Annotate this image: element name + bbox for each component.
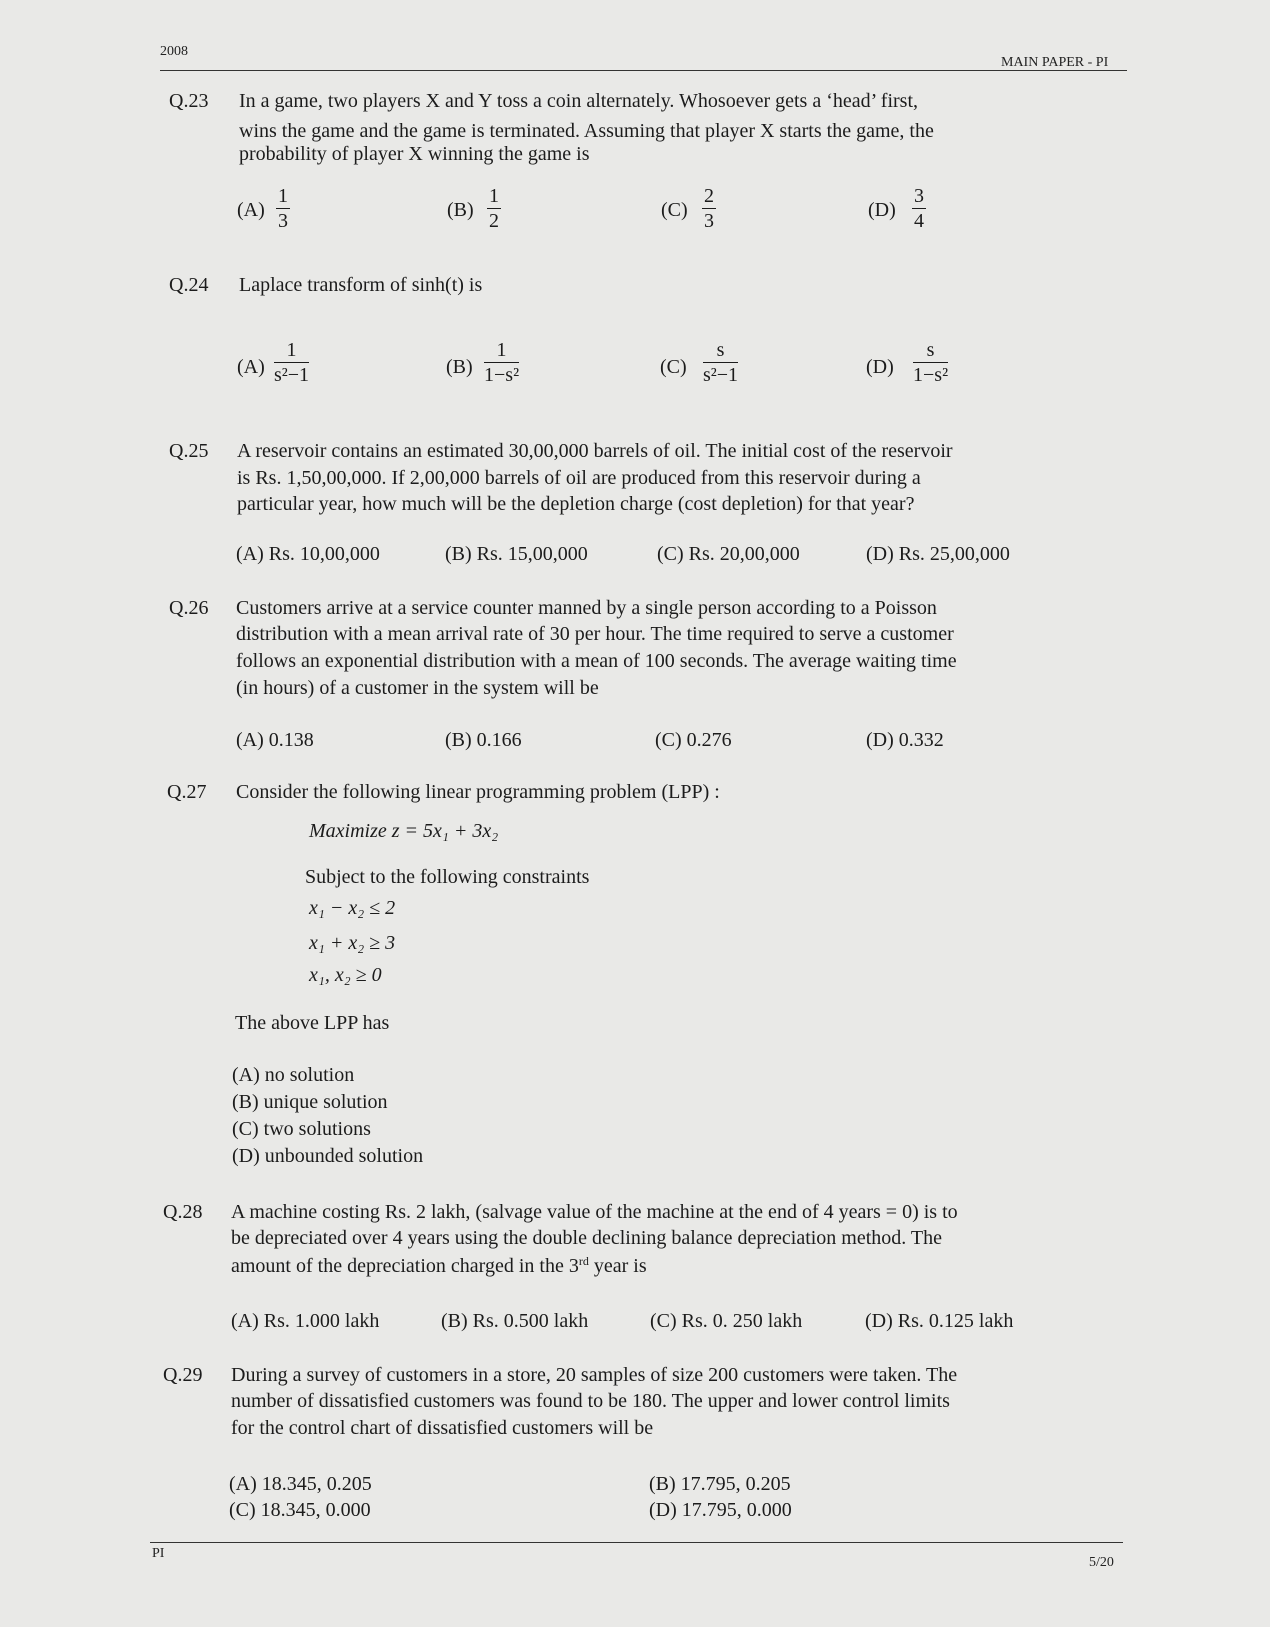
option-label: (A) (237, 356, 265, 378)
option-label: (C) (660, 356, 687, 378)
question-text: be depreciated over 4 years using the double declining balance depreciation method. The (231, 1227, 943, 1249)
header-rule (160, 70, 1127, 71)
option-b: (B) 17.795, 0.205 (649, 1473, 791, 1495)
option-c: (C) Rs. 0. 250 lakh (650, 1310, 803, 1332)
footer-rule (150, 1542, 1123, 1543)
lpp-constraint: x₁ − x₂ ≤ 2 (309, 897, 396, 919)
option-b: (B) unique solution (232, 1091, 388, 1113)
header-paper: MAIN PAPER - PI (1001, 55, 1109, 70)
option-c: (C) two solutions (232, 1118, 371, 1140)
question-text: is Rs. 1,50,00,000. If 2,00,000 barrels of oil are produced from this reservoir during a (237, 467, 921, 489)
option-a: (A) Rs. 1.000 lakh (231, 1310, 380, 1332)
lpp-objective: Maximize z = 5x₁ + 3x₂ (309, 820, 499, 842)
question-text: During a survey of customers in a store, 20 samples of size 200 customers were taken. The (231, 1364, 958, 1386)
question-text: A reservoir contains an estimated 30,00,000 barrels of oil. The initial cost of the reservoir (237, 440, 953, 462)
option-label: (B) (447, 199, 474, 221)
lpp-constraint: x₁, x₂ ≥ 0 (309, 964, 382, 986)
option-label: (D) (868, 199, 896, 221)
question-number: Q.29 (163, 1364, 203, 1386)
option-a: (A) 18.345, 0.205 (229, 1473, 372, 1495)
question-text: particular year, how much will be the depletion charge (cost depletion) for that year? (237, 493, 915, 515)
question-text: amount of the depreciation charged in the 3rd year is (231, 1254, 647, 1277)
option-d-fraction: $\frac{3}{4}$ (914, 185, 924, 232)
question-text: follows an exponential distribution with a mean of 100 seconds. The average waiting time (236, 650, 957, 672)
option-d: (D) Rs. 0.125 lakh (865, 1310, 1014, 1332)
option-b: (B) 0.166 (445, 729, 522, 751)
header-year: 2008 (160, 44, 188, 59)
option-b: (B) Rs. 15,00,000 (445, 543, 588, 565)
option-b: (B) Rs. 0.500 lakh (441, 1310, 589, 1332)
question-text: for the control chart of dissatisfied customers will be (231, 1417, 654, 1439)
option-label: (B) (446, 356, 473, 378)
option-label: (C) (661, 199, 688, 221)
option-d: (D) unbounded solution (232, 1145, 424, 1167)
question-number: Q.27 (167, 781, 207, 803)
question-text: A machine costing Rs. 2 lakh, (salvage value of the machine at the end of 4 years = 0) is to (231, 1201, 958, 1223)
option-c: (C) Rs. 20,00,000 (657, 543, 800, 565)
option-c-fraction: $\frac{s}{\text{s²−1}}$ (703, 339, 739, 386)
lpp-subject-to: Subject to the following constraints (305, 866, 590, 888)
question-text: Consider the following linear programming problem (LPP) : (236, 781, 720, 803)
option-b-fraction: $\frac{1}{2}$ (489, 185, 499, 232)
option-d: (D) Rs. 25,00,000 (866, 543, 1010, 565)
question-text: (in hours) of a customer in the system will be (236, 677, 599, 699)
option-d-fraction: $\frac{s}{\text{1−s²}}$ (913, 339, 949, 386)
question-text: wins the game and the game is terminated. Assuming that player X starts the game, the (239, 120, 934, 142)
question-number: Q.26 (169, 597, 209, 619)
question-text: The above LPP has (235, 1012, 390, 1034)
option-a-fraction: $\frac{1}{3}$ (278, 185, 288, 232)
option-a: (A) no solution (232, 1064, 355, 1086)
question-text: probability of player X winning the game is (239, 143, 590, 165)
question-text: number of dissatisfied customers was found to be 180. The upper and lower control limits (231, 1390, 950, 1412)
question-number: Q.28 (163, 1201, 203, 1223)
option-a-fraction: $\frac{1}{\text{s²−1}}$ (274, 339, 310, 386)
question-text: In a game, two players X and Y toss a coin alternately. Whosoever gets a ‘head’ first, (239, 90, 919, 112)
option-d: (D) 17.795, 0.000 (649, 1499, 792, 1521)
page-number: 5/20 (1089, 1555, 1114, 1570)
option-label: (A) (237, 199, 265, 221)
lpp-constraint: x₁ + x₂ ≥ 3 (309, 932, 396, 954)
question-number: Q.24 (169, 274, 209, 296)
option-a: (A) 0.138 (236, 729, 314, 751)
option-a: (A) Rs. 10,00,000 (236, 543, 380, 565)
question-number: Q.23 (169, 90, 209, 112)
question-text: Laplace transform of sinh(t) is (239, 274, 483, 296)
footer-code: PI (152, 1546, 165, 1561)
option-b-fraction: $\frac{1}{\text{1−s²}}$ (484, 339, 520, 386)
question-text: distribution with a mean arrival rate of 30 per hour. The time required to serve a customer (236, 623, 954, 645)
option-c-fraction: $\frac{2}{3}$ (704, 185, 714, 232)
question-text: Customers arrive at a service counter manned by a single person according to a Poisson (236, 597, 937, 619)
option-d: (D) 0.332 (866, 729, 944, 751)
question-number: Q.25 (169, 440, 209, 462)
option-label: (D) (866, 356, 894, 378)
option-c: (C) 0.276 (655, 729, 732, 751)
option-c: (C) 18.345, 0.000 (229, 1499, 371, 1521)
